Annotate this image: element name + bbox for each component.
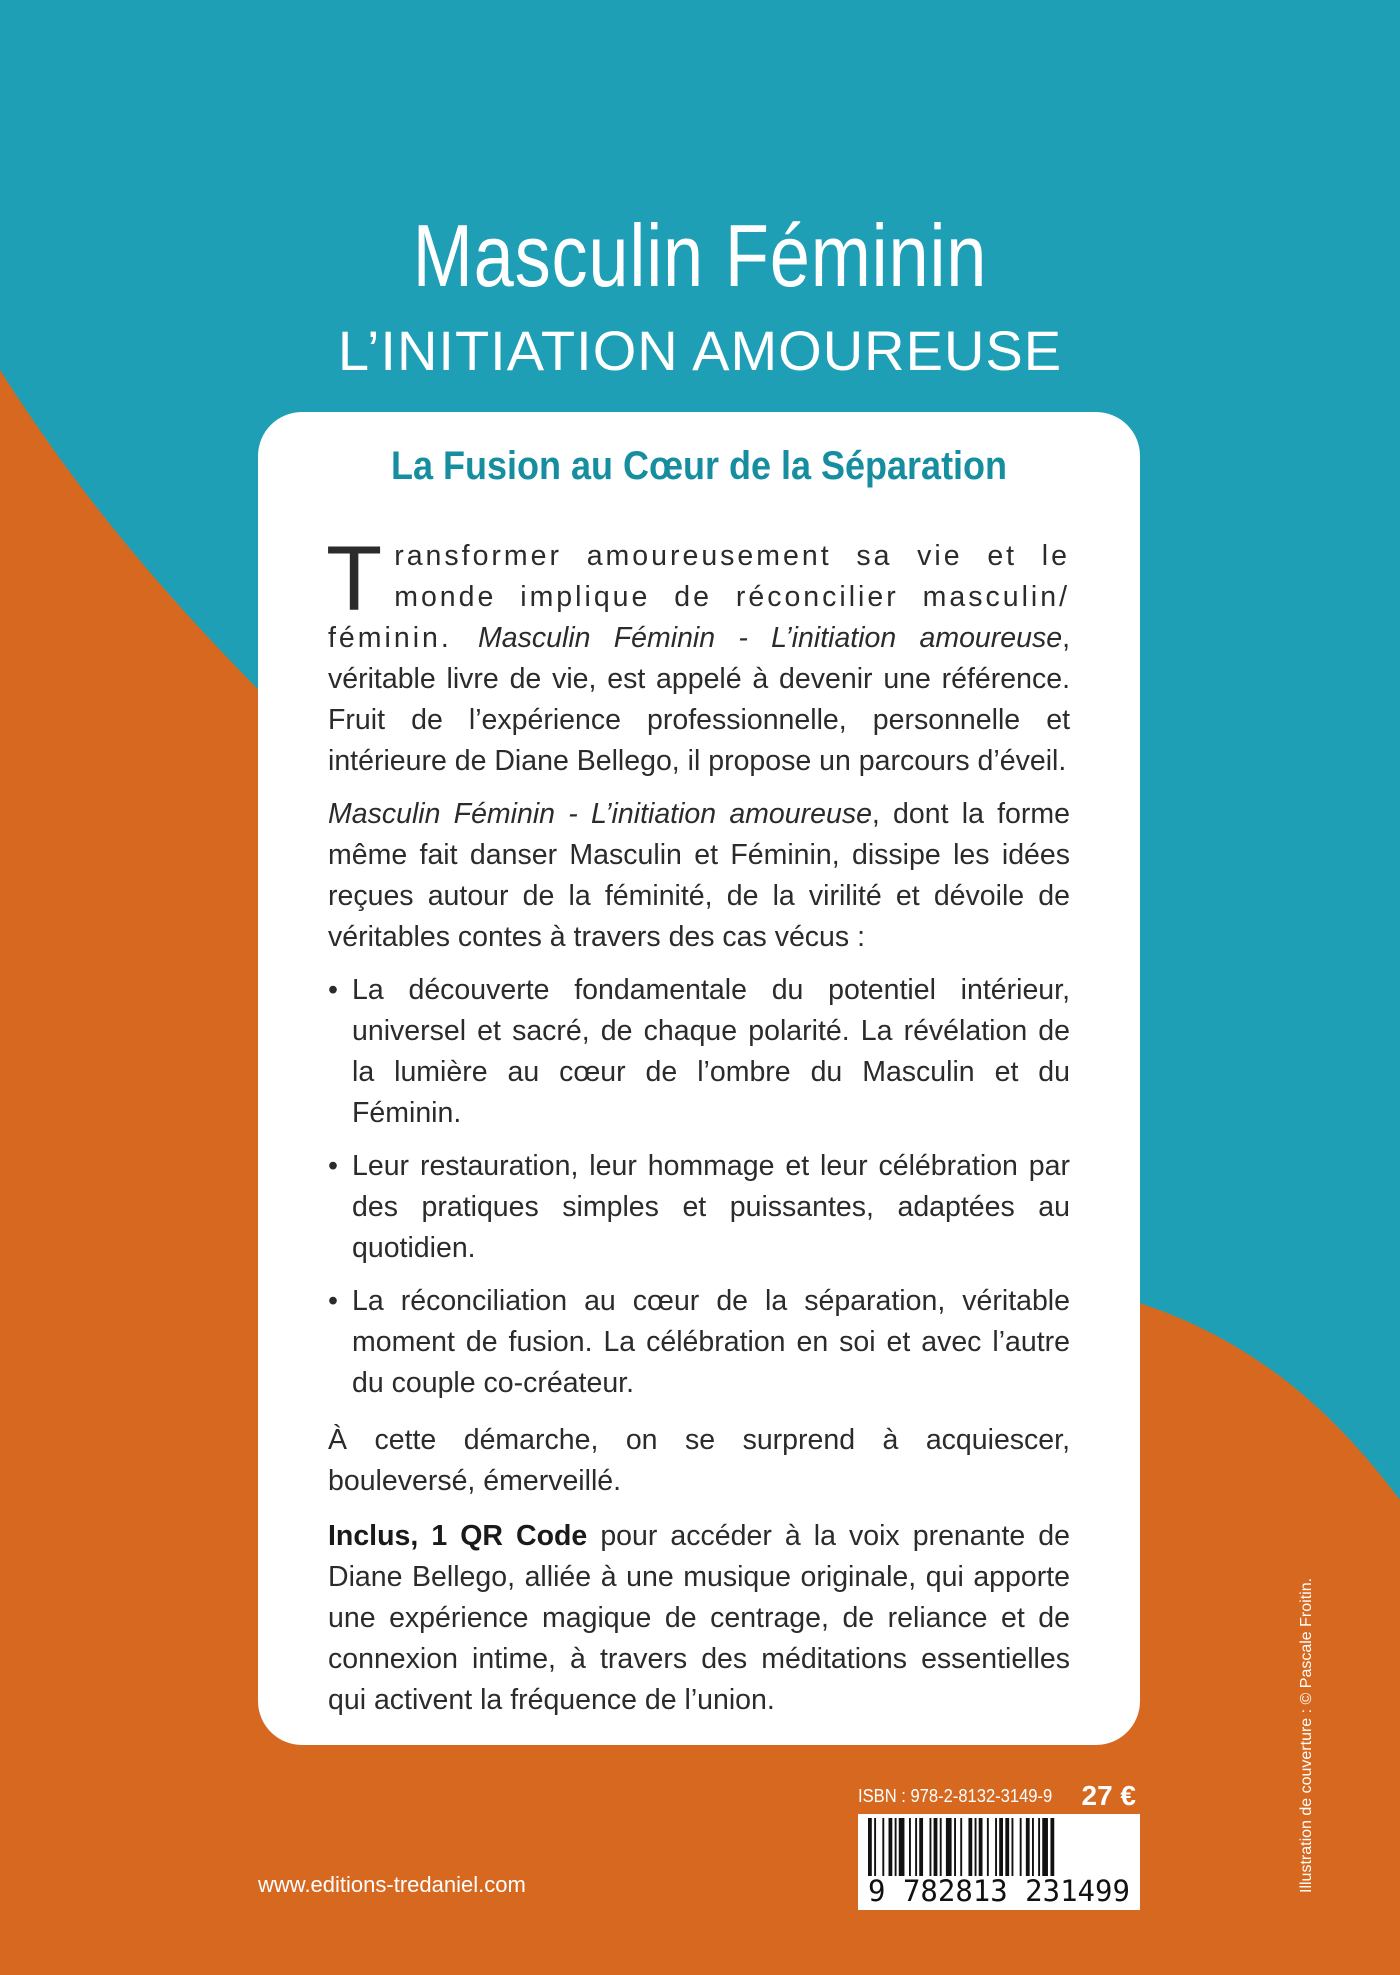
barcode-bar	[909, 1818, 911, 1876]
barcode-bar	[1050, 1818, 1054, 1876]
intro-italic-title: Masculin Féminin - L’initiation amoureuse	[478, 622, 1063, 654]
bullet-icon: •	[328, 974, 338, 1006]
closing-paragraph: À cette démarche, on se surprend à acquiescer, bouleversé, émerveillé.	[328, 1424, 1070, 1497]
second-italic-title: Masculin Féminin - L’initiation amoureuse	[328, 798, 872, 830]
illustration-credit: Illustration de couverture : © Pascale Froitin.	[1298, 1577, 1315, 1893]
barcode-bar	[868, 1818, 872, 1876]
barcode-bar	[999, 1818, 1003, 1876]
barcode-bar	[968, 1818, 972, 1876]
publisher-website: www.editions-tredaniel.com	[258, 1872, 526, 1897]
barcode-bar	[874, 1818, 876, 1876]
bullet-icon: •	[328, 1150, 338, 1182]
barcode-bar	[1042, 1818, 1048, 1876]
qr-code-label: Inclus, 1 QR Code	[328, 1520, 588, 1552]
barcode-bar	[919, 1818, 923, 1876]
back-cover-text-card	[258, 412, 1140, 1745]
intro-text: ransformer amoureusement sa vie et le monde implique de réconcilier masculin/ féminin.	[328, 540, 1070, 654]
intro-text-rest: , véritable livre de vie, est appelé à devenir une référence. Fruit de l’expérience professionnelle, personnelle et intérieure de Diane Bellego, il propose un parcours d’éveil.	[328, 622, 1070, 777]
barcode-bar	[1005, 1818, 1009, 1876]
price: 27 €	[1081, 1780, 1136, 1811]
card-heading: La Fusion au Cœur de la Séparation	[390, 444, 1008, 488]
second-text: , dont la forme même fait danser Masculin et Féminin, dissipe les idées reçues autour de la féminité, de la virilité et dévoile de véritables contes à travers des cas vécus :	[328, 798, 1070, 953]
barcode-bar	[899, 1818, 905, 1876]
barcode-bar	[1032, 1818, 1034, 1876]
drop-cap: T	[326, 528, 383, 630]
book-subtitle: L’INITIATION AMOUREUSE	[337, 319, 1063, 382]
barcode-bar	[1038, 1818, 1040, 1876]
barcode-bar	[954, 1818, 956, 1876]
second-paragraph	[328, 794, 1070, 958]
barcode	[858, 1814, 1140, 1910]
list-item: • Leur restauration, leur hommage et leur célébration par des pratiques simples et puissantes, adaptées au quotidien.	[328, 1146, 1070, 1269]
barcode-bar	[882, 1818, 884, 1876]
barcode-bar	[934, 1818, 938, 1876]
book-title: Masculin Féminin	[412, 206, 988, 305]
barcode-bar	[930, 1818, 932, 1876]
barcode-bar	[940, 1818, 942, 1876]
barcode-bar	[1026, 1818, 1030, 1876]
barcode-bar	[979, 1818, 983, 1876]
isbn-number: ISBN : 978-2-8132-3149-9	[858, 1786, 1053, 1806]
barcode-bar	[987, 1818, 989, 1876]
barcode-digits: 9 782813 231499	[868, 1874, 1130, 1908]
barcode-bar	[960, 1818, 962, 1876]
barcode-bar	[995, 1818, 997, 1876]
isbn-price-row	[858, 1782, 1140, 1812]
list-item: • La découverte fondamentale du potentiel intérieur, universel et sacré, de chaque polarité. La révélation de la lumière au cœur de l’ombre du Masculin et du Féminin.	[328, 970, 1070, 1134]
list-item: • La réconciliation au cœur de la séparation, véritable moment de fusion. La célébration en soi et avec l’autre du couple co-créateur.	[328, 1281, 1070, 1404]
barcode-bar	[895, 1818, 897, 1876]
barcode-bar	[915, 1818, 917, 1876]
barcode-bar	[975, 1818, 977, 1876]
barcode-bar	[946, 1818, 952, 1876]
barcode-bar	[1020, 1818, 1022, 1876]
bullet-list	[328, 970, 1070, 1416]
barcode-bar	[889, 1818, 893, 1876]
qr-code-paragraph	[328, 1516, 1070, 1721]
qr-code-text: pour accéder à la voix prenante de Diane Bellego, alliée à une musique originale, qui apporte une expérience magique de centrage, de reliance et de connexion intime, à travers des méditations essentielles qui activent la fréquence de l’union.	[328, 1520, 1070, 1716]
intro-paragraph	[326, 528, 1070, 782]
barcode-bar	[1012, 1818, 1014, 1876]
bullet-icon: •	[328, 1285, 338, 1317]
